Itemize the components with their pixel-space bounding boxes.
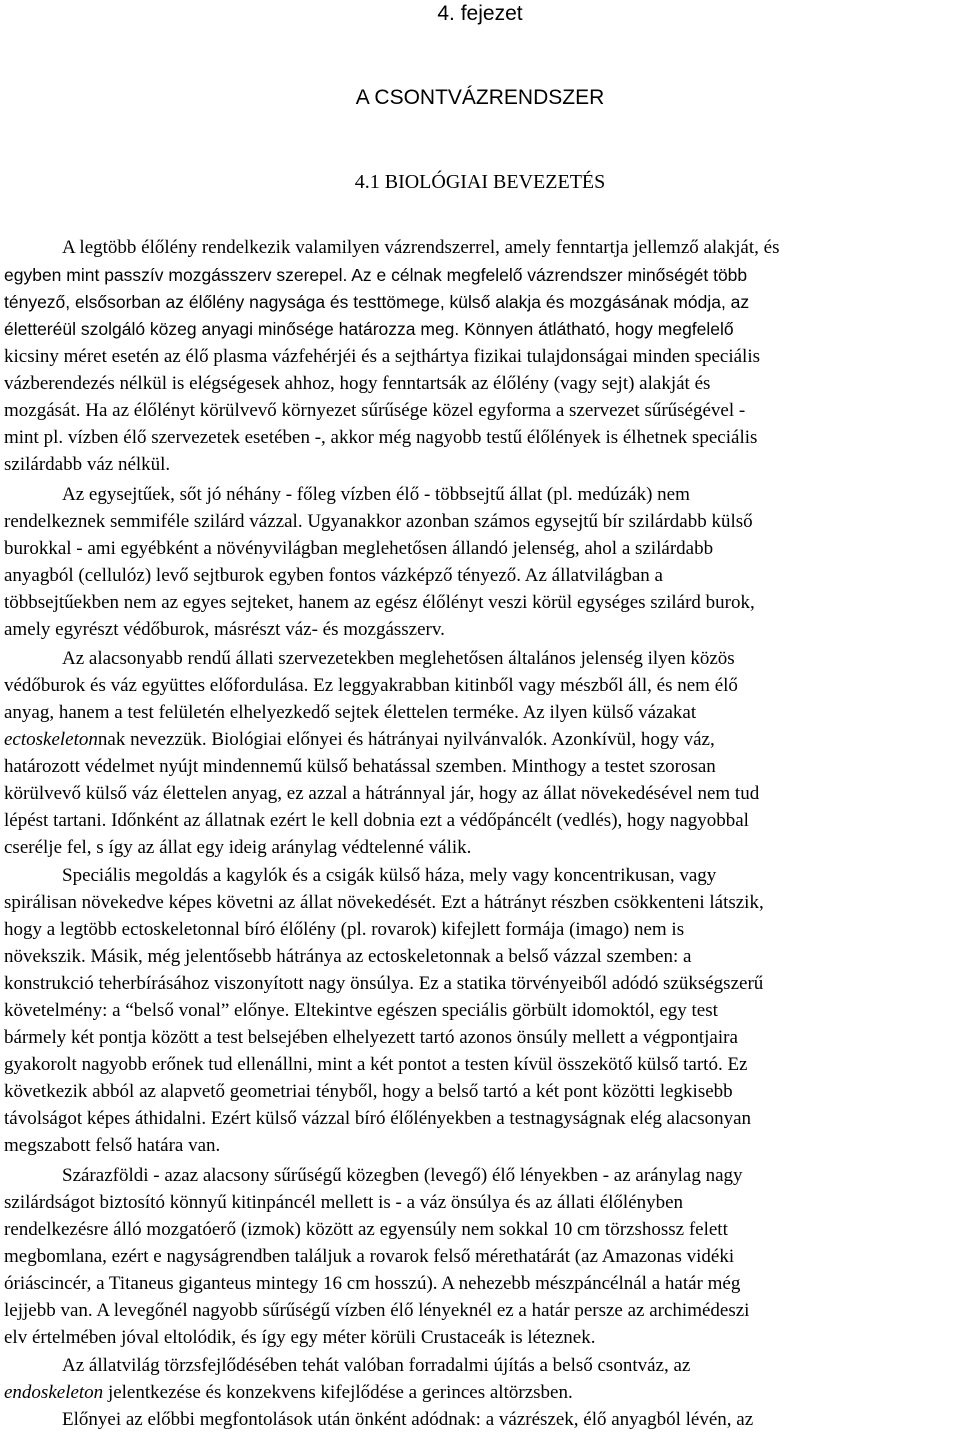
- text-line: Speciális megoldás a kagylók és a csigák külső háza, mely vagy koncentrikusan, vagy: [62, 865, 717, 886]
- italic-term: ectoskeleton: [4, 729, 98, 750]
- text-line: következik abból az alapvető geometriai tényből, hogy a belső tartó a két pont közötti legkisebb: [4, 1081, 733, 1102]
- text-line: elv értelmében jóval eltolódik, és így egy méter körüli Crustaceák is léteznek.: [4, 1327, 596, 1348]
- text-line: védőburok és váz együttes előfordulása. Ez leggyakrabban kitinből vagy mészből áll, és nem élő: [4, 675, 738, 696]
- text-line: amely egyrészt védőburok, másrészt váz- és mozgásszerv.: [4, 619, 445, 640]
- text-line: Szárazföldi - azaz alacsony sűrűségű közegben (levegő) élő lényekben - az aránylag nagy: [62, 1165, 743, 1186]
- text-line: lejjebb van. A levegőnél nagyobb sűrűségű vízben élő lényeknél ez a határ persze az archimédeszi: [4, 1300, 750, 1321]
- text-line: bármely két pontja között a test belsejében elhelyezett tartó azonos önsúly mellett a végpontjaira: [4, 1027, 738, 1048]
- text-line: távolságot képes áthidalni. Ezért külső vázzal bíró élőlényekben a testnagyságnak elég alacsonyan: [4, 1108, 752, 1129]
- text-line: konstrukció teherbírásához viszonyított nagy önsúlya. Ez a statika törvényeiből adódó szükségszerű: [4, 973, 764, 994]
- text-line: spirálisan növekedve képes követni az állat növekedését. Ezt a hátrányt részben csökkenteni látszik,: [4, 892, 764, 913]
- text-line: határozott védelmet nyújt mindennemű külső behatással szemben. Minthogy a testet szorosan: [4, 756, 716, 777]
- text-line: megbomlana, ezért e nagyságrendben találjuk a rovarok felső mérethatárát (az Amazonas vidéki: [4, 1246, 735, 1267]
- text-line: tényező, elsősorban az élőlény nagysága és testtömege, külső alakja és mozgásának módja, az: [4, 292, 750, 312]
- text-line: Az állatvilág törzsfejlődésében tehát valóban forradalmi újítás a belső csontváz, az: [62, 1355, 691, 1376]
- text-line: vázberendezés nélkül is elégségesek ahhoz, hogy fenntartsák az élőlény (vagy sejt) alakját és: [4, 373, 711, 394]
- text-line: szilárdságot biztosító könnyű kitinpáncél mellett is - a váz önsúlya és az állati élőlényben: [4, 1192, 684, 1213]
- text-line: rendelkezésre álló mozgatóerő (izmok) között az egyensúly nem sokkal 10 cm törzshossz felett: [4, 1219, 728, 1240]
- text-line: életteréül szolgáló közeg anyagi minősége határozza meg. Könnyen átlátható, hogy megfelelő: [4, 319, 734, 339]
- text-line: mozgását. Ha az élőlényt körülvevő környezet sűrűsége közel egyforma a szervezet sűrűségével -: [4, 400, 746, 421]
- text-line: gyakorolt nagyobb erőnek tud ellenállni, mint a két pontot a testen kívül összekötő külső tartó. Ez: [4, 1054, 748, 1075]
- chapter-title: A CSONTVÁZRENDSZER: [355, 86, 605, 109]
- text-line: többsejtűekben nem az egyes sejteket, hanem az egész élőlényt veszi körül egységes szilárd burok,: [4, 592, 755, 613]
- text-line: Az egysejtűek, sőt jó néhány - főleg vízben élő - többsejtű állat (pl. medúzák) nem: [62, 484, 690, 505]
- text-line: anyagból (cellulóz) levő sejtburok egyben fontos vázképző tényező. Az állatvilágban a: [4, 565, 663, 586]
- text-line: lépést tartani. Időnként az állatnak ezért le kell dobnia ezt a védőpáncélt (vedlés), hogy nagyobbal: [4, 810, 749, 831]
- text-line: növekszik. Másik, még jelentősebb hátránya az ectoskeletonnak a belső vázzal szemben: a: [4, 946, 692, 967]
- italic-term: endoskeleton: [4, 1382, 104, 1403]
- text-line: mint pl. vízben élő szervezetek esetében -, akkor még nagyobb testű élőlények is élhetnek speciális: [4, 427, 758, 448]
- text-line: anyag, hanem a test felületén elhelyezkedő sejtek élettelen terméke. Az ilyen külső vázakat: [4, 702, 697, 723]
- text-line: egyben mint passzív mozgásszerv szerepel. Az e célnak megfelelő vázrendszer minőségét több: [4, 265, 748, 285]
- text-line: kicsiny méret esetén az élő plasma vázfehérjéi és a sejthártya fizikai tulajdonságai minden speciális: [4, 346, 761, 367]
- chapter-heading: 4. fejezet: [437, 2, 523, 25]
- text-line: rendelkeznek semmiféle szilárd vázzal. Ugyanakkor azonban számos egysejtű bír szilárdabb külső: [4, 511, 753, 532]
- text-line: ectoskeletonnak nevezzük. Biológiai előnyei és hátrányai nyilvánvalók. Azonkívül, hogy váz,: [4, 729, 715, 750]
- text-line: Az alacsonyabb rendű állati szervezetekben meglehetősen általános jelenség ilyen közös: [62, 648, 735, 669]
- text-line: endoskeleton jelentkezése és konzekvens kifejlődése a gerinces altörzsben.: [4, 1382, 573, 1403]
- text-line: szilárdabb váz nélkül.: [4, 454, 171, 475]
- text-line: burokkal - ami egyébként a növényvilágban meglehetősen állandó jelenség, ahol a szilárdabb: [4, 538, 714, 559]
- text-line: óriáscincér, a Titaneus giganteus mintegy 16 cm hosszú). A nehezebb mészpáncélnál a határ még: [4, 1273, 741, 1294]
- text-line: körülvevő külső váz élettelen anyag, ez azzal a hátránnyal jár, hogy az állat növekedésével nem tud: [4, 783, 760, 804]
- text-line: cserélje fel, s így az állat egy ideig aránylag védtelenné válik.: [4, 837, 472, 858]
- text-line: A legtöbb élőlény rendelkezik valamilyen vázrendszerrel, amely fenntartja jellemző alakját, és: [62, 237, 780, 258]
- section-heading: 4.1 BIOLÓGIAI BEVEZETÉS: [354, 171, 606, 193]
- text-line: megszabott felső határa van.: [4, 1135, 221, 1156]
- text-line: követelmény: a “belső vonal” előnye. Eltekintve egészen speciális görbült idomoktól, egy test: [4, 1000, 718, 1021]
- text-line: Előnyei az előbbi megfontolások után önként adódnak: a vázrészek, élő anyagból lévén, az: [62, 1409, 754, 1430]
- text-line: hogy a legtöbb ectoskeletonnal bíró élőlény (pl. rovarok) kifejlett formája (imago) nem is: [4, 919, 685, 940]
